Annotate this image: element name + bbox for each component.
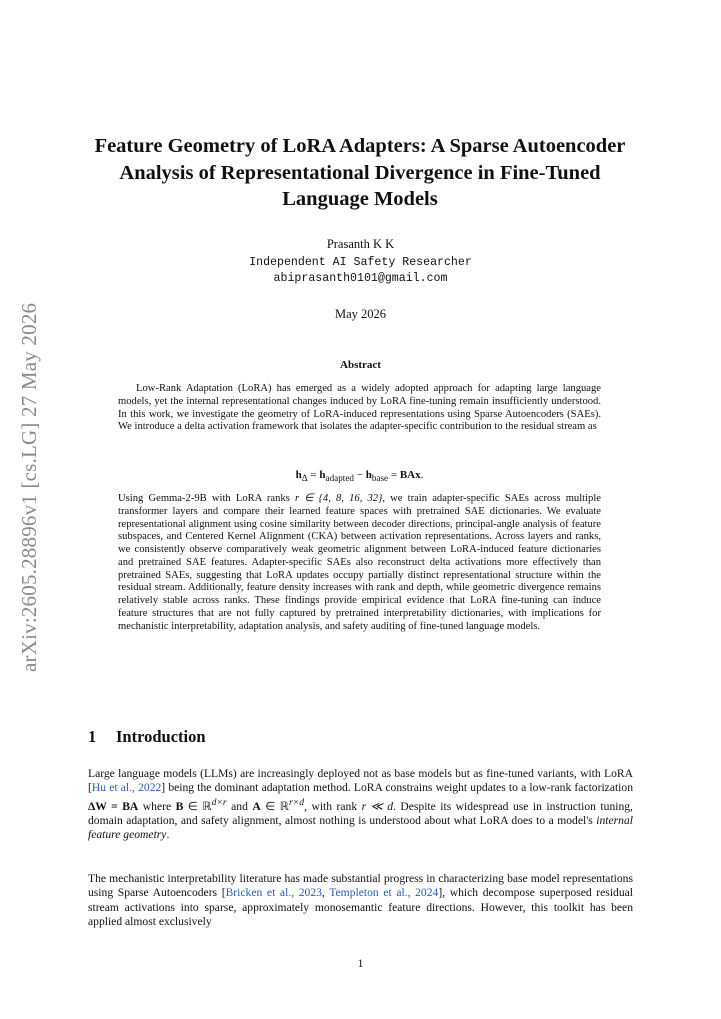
text-run: where xyxy=(138,799,176,813)
math-a: A xyxy=(252,799,261,813)
arxiv-identifier-stamp: arXiv:2605.28896v1 [cs.LG] 27 May 2026 xyxy=(17,302,41,672)
eq-equals-1: = xyxy=(307,469,320,481)
section-number: 1 xyxy=(88,727,97,746)
section-heading-introduction xyxy=(88,727,206,747)
paper-date: May 2026 xyxy=(334,307,387,321)
text-run: The mechanistic interpretability literature has made substantial progress in characterizing base model representations using Sparse Autoencoders [ xyxy=(88,872,633,900)
eq-lhs-sub: Δ xyxy=(301,473,308,484)
eq-minus: − xyxy=(353,469,366,481)
math-b-set: ∈ ℝ xyxy=(183,799,212,813)
page-number: 1 xyxy=(357,958,364,970)
eq-term-2: h xyxy=(365,469,372,481)
abstract-paragraph-2 xyxy=(118,493,601,633)
text-run: and xyxy=(226,799,253,813)
citation-link-hu-2022[interactable]: Hu et al., 2022 xyxy=(91,781,162,795)
author-email: abiprasanth0101@gmail.com xyxy=(273,272,448,285)
eq-term-1-sub: adapted xyxy=(325,473,354,484)
author-affiliation: Independent AI Safety Researcher xyxy=(249,256,472,269)
abstract-paragraph-1: Low-Rank Adaptation (LoRA) has emerged as a widely adopted approach for adapting large language models, yet the internal representational changes induced by LoRA fine-tuning remain insufficiently understood. In this work, we investigate the geometry of LoRA-induced representations using Sparse Autoencoders (SAEs). We introduce a delta activation framework that isolates the adapter-specific contribution to the residual stream as xyxy=(118,383,601,433)
text-run: Large language models (LLMs) are increasingly deployed not as base models but as fine-tuned variants, with LoRA [ xyxy=(88,767,633,795)
intro-paragraph-1 xyxy=(88,767,633,842)
text-run: . Despite its widespread use in instruction tuning, domain adaptation, and safety alignment, almost nothing is understood about what LoRA does to a model's xyxy=(88,799,633,827)
eq-equals-2: = xyxy=(388,469,400,481)
rank-set-math: r ∈ {4, 8, 16, 32} xyxy=(295,493,383,504)
text-run: , xyxy=(321,886,330,900)
eq-term-1: h xyxy=(319,469,326,481)
citation-link-bricken-2023[interactable]: Bricken et al., 2023 xyxy=(225,886,322,900)
emphasis-feature-geometry: internal feature geometry xyxy=(88,813,633,842)
math-b-dims: d×r xyxy=(211,796,227,808)
text-run: , with rank xyxy=(304,799,362,813)
abstract-heading: Abstract xyxy=(340,359,381,371)
eq-term-2-sub: base xyxy=(371,473,389,484)
author-name: Prasanth K K xyxy=(326,237,395,251)
eq-end: . xyxy=(420,469,424,481)
math-rank-condition: r ≪ d xyxy=(361,799,393,813)
citation-link-templeton-2024[interactable]: Templeton et al., 2024 xyxy=(329,886,439,900)
abstract-p2-rest: , we train adapter-specific SAEs across multiple transformer layers and compare their learned feature spaces with pretrained SAE dictionaries. We evaluate representational alignment using cosine similarity between decoder directions, principal-angle analysis of feature subspaces, and Centered Kernel Alignment (CKA) between activation representations. Across layers and ranks, we consistently observe comparatively weak geometric alignment between LoRA-induced feature dictionaries and pretrained SAE features. Adapter-specific SAEs also reconstruct delta activations more effectively than pretrained SAEs, suggesting that LoRA updates occupy partially distinct representational structure within the residual stream. Additionally, feature density increases with rank and depth, while geometric divergence remains relatively stable across ranks. These findings provide empirical evidence that LoRA fine-tuning can induce feature structures that are not fully captured by pretrained interpretability dictionaries, with implications for mechanistic interpretability, adaptation analysis, and safety auditing of fine-tuned language models. xyxy=(118,493,602,632)
text-run: ], which decompose superposed residual stream activations into sparse, approximately monosemantic feature directions. However, this toolkit has been applied almost exclusively xyxy=(88,886,633,928)
eq-rhs: BAx xyxy=(399,469,421,481)
math-a-set: ∈ ℝ xyxy=(260,799,289,813)
intro-paragraph-2 xyxy=(88,872,633,929)
text-run: ] being the dominant adaptation method. LoRA constrains weight updates to a low-rank factorization xyxy=(161,781,634,795)
math-a-dims: r×d xyxy=(288,796,305,808)
eq-lhs: h xyxy=(295,469,302,481)
text-run: . xyxy=(166,828,170,842)
math-b: B xyxy=(175,799,184,813)
abstract-p2-lead: Using Gemma-2-9B with LoRA ranks xyxy=(118,493,296,504)
paper-title: Feature Geometry of LoRA Adapters: A Sparse Autoencoder Analysis of Representational Divergence in Fine-Tuned Language Models xyxy=(94,135,626,210)
math-delta-w: ΔW = BA xyxy=(88,799,139,813)
section-title: Introduction xyxy=(116,727,206,746)
delta-activation-equation xyxy=(118,469,601,483)
